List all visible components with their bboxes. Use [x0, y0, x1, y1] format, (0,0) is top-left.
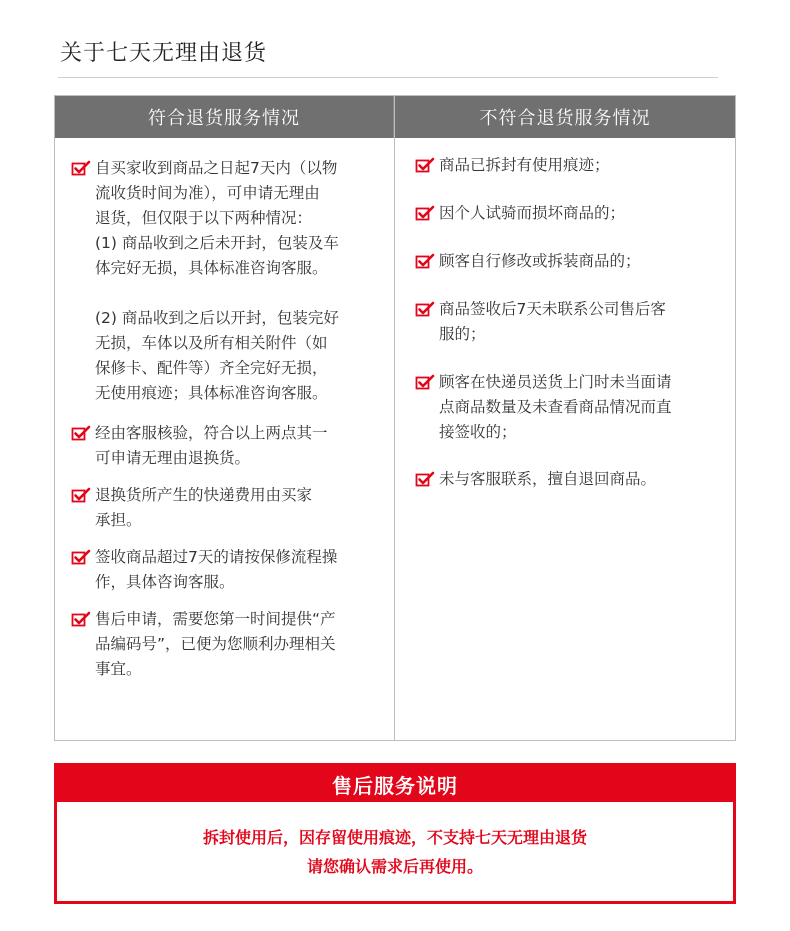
list-item-text: 未与客服联系，擅自退回商品。: [439, 470, 657, 488]
notice-line: 拆封使用后，因存留使用痕迹，不支持七天无理由退货: [202, 828, 587, 847]
checked-box-icon: [71, 160, 91, 176]
list-item-text: 因个人试骑而损坏商品的；: [439, 204, 626, 222]
list-item: [415, 153, 719, 178]
checked-box-icon: [415, 205, 435, 221]
eligible-column-header: 符合退货服务情况: [55, 96, 394, 138]
title-divider: [58, 77, 718, 78]
list-item: [71, 156, 372, 231]
list-item: [415, 297, 719, 347]
list-item: [71, 421, 372, 471]
list-item-text: 顾客自行修改或拆装商品的；: [439, 252, 641, 270]
checked-box-icon: [71, 611, 91, 627]
list-item: [71, 545, 372, 595]
list-item: [71, 483, 372, 533]
eligible-column: [55, 96, 395, 740]
eligible-list: [71, 156, 372, 682]
after-sales-notice: [54, 763, 736, 904]
sub-condition-text: (1) 商品收到之后未开封，包装及车 体完好无损，具体标准咨询客服。: [95, 234, 339, 277]
list-item: [415, 467, 719, 492]
list-item-text: 售后申请，需要您第一时间提供“产 品编码号”，已便为您顺利办理相关 事宜。: [95, 610, 336, 678]
list-item-text: 自买家收到商品之日起7天内（以物 流收货时间为准），可申请无理由 退货，但仅限于以下两种情况：: [95, 159, 338, 227]
checked-box-icon: [71, 487, 91, 503]
list-item-text: 商品已拆封有使用痕迹；: [439, 156, 610, 174]
ineligible-column: [395, 96, 735, 740]
checked-box-icon: [415, 253, 435, 269]
ineligible-column-header: 不符合退货服务情况: [395, 96, 735, 138]
list-item: [71, 607, 372, 682]
list-item: [415, 249, 719, 274]
notice-line: 请您确认需求后再使用。: [306, 857, 483, 876]
list-item-text: 商品签收后7天未联系公司售后客 服的；: [439, 300, 666, 343]
ineligible-list: [415, 153, 719, 492]
list-item: [415, 201, 719, 226]
checked-box-icon: [415, 374, 435, 390]
after-sales-notice-header: 售后服务说明: [57, 766, 733, 802]
list-item-text: 顾客在快递员送货上门时未当面请 点商品数量及未查看商品情况而直 接签收的；: [439, 373, 672, 441]
sub-condition-text: (2) 商品收到之后以开封，包装完好 无损，车体以及所有相关附件（如 保修卡、配件等）齐全完好无损， 无使用痕迹；具体标准咨询客服。: [95, 309, 339, 402]
checked-box-icon: [415, 471, 435, 487]
after-sales-notice-body: [57, 802, 733, 881]
checked-box-icon: [71, 549, 91, 565]
list-item-text: 经由客服核验，符合以上两点其一 可申请无理由退换货。: [95, 424, 328, 467]
checked-box-icon: [415, 301, 435, 317]
list-item: [415, 370, 719, 445]
checked-box-icon: [415, 157, 435, 173]
list-item-text: 签收商品超过7天的请按保修流程操 作，具体咨询客服。: [95, 548, 338, 591]
return-policy-table: [54, 95, 736, 741]
page-title: 关于七天无理由退货: [60, 41, 268, 66]
checked-box-icon: [71, 425, 91, 441]
list-item-text: 退换货所产生的快递费用由买家 承担。: [95, 486, 313, 529]
